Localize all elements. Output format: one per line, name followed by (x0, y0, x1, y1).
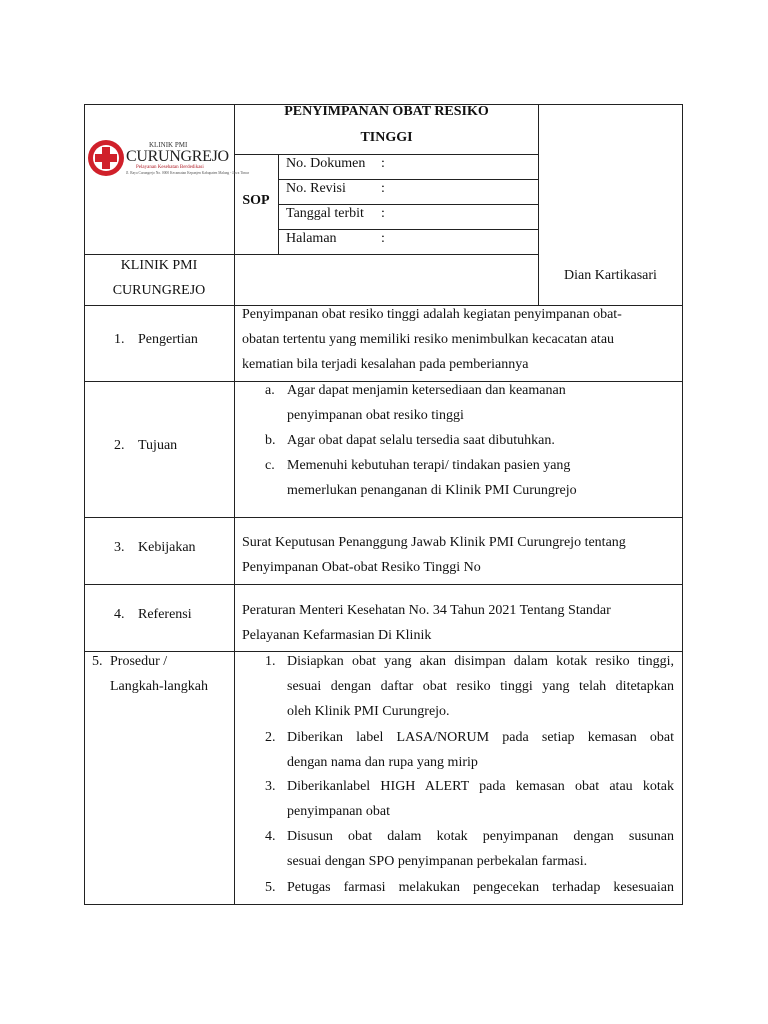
step-line: oleh Klinik PMI Curungrejo. (287, 704, 450, 719)
field-colon: : (381, 156, 385, 171)
column-divider (234, 104, 235, 905)
section-number: 3. (114, 540, 125, 555)
field-line-2 (278, 204, 539, 205)
step-marker: 2. (265, 730, 276, 745)
document-title-line2: TINGGI (360, 130, 413, 145)
section-text-line: Penyimpanan obat resiko tinggi adalah kegiatan penyimpanan obat- (242, 307, 622, 322)
section-text-line: obatan tertentu yang memiliki resiko menimbulkan kecacatan atau (242, 332, 615, 347)
step-marker: 1. (265, 654, 276, 669)
sop-label: SOP (242, 193, 270, 208)
logo-tagline: Pelayanan Kesehatan Berdedikasi (136, 165, 204, 170)
list-item-line: Agar obat dapat selalu tersedia saat dibutuhkan. (287, 433, 555, 448)
border-bottom (84, 904, 683, 905)
step-line: sesuai dengan SPO penyimpanan perbekalan farmasi. (287, 854, 588, 869)
field-line-1 (278, 179, 539, 180)
step-line: dengan nama dan rupa yang mirip (287, 755, 478, 770)
step-line: sesuai dengan daftar obat resiko tinggi yang telah ditetapkan (287, 679, 674, 694)
section-number: 4. (114, 607, 125, 622)
section-number: 5. (92, 654, 103, 669)
step-marker: 4. (265, 829, 276, 844)
clinic-name-line1: KLINIK PMI (120, 258, 198, 273)
list-item-line: penyimpanan obat resiko tinggi (287, 408, 464, 423)
row-line-3 (84, 584, 683, 585)
row-line-4 (84, 651, 683, 652)
border-left (84, 104, 85, 905)
field-label-no-dokumen: No. Dokumen (286, 156, 366, 171)
section-number: 2. (114, 438, 125, 453)
logo-address: Jl. Raya Curungrejo No. 0000 Kecamatan Kepanjen Kabupaten Malang - Jawa Timur (126, 171, 250, 175)
clinic-logo (86, 138, 250, 180)
section-label: Referensi (138, 607, 192, 622)
field-colon: : (381, 206, 385, 221)
step-line: Disusun obat dalam kotak penyimpanan dengan susunan (287, 829, 674, 844)
field-colon: : (381, 231, 385, 246)
step-line: Diberikan label LASA/NORUM pada setiap kemasan obat (287, 730, 674, 745)
list-item-line: Agar dapat menjamin ketersediaan dan keamanan (287, 383, 566, 398)
pmi-cross-icon (86, 138, 126, 178)
list-marker: b. (265, 433, 276, 448)
field-colon: : (381, 181, 385, 196)
signatory-name: Dian Kartikasari (564, 268, 657, 283)
section-text-line: Pelayanan Kefarmasian Di Klinik (242, 628, 432, 643)
field-label-halaman: Halaman (286, 231, 337, 246)
section-label: Prosedur / (110, 654, 168, 669)
section-number: 1. (114, 332, 125, 347)
step-marker: 5. (265, 880, 276, 895)
border-right (682, 104, 683, 905)
field-label-no-revisi: No. Revisi (286, 181, 346, 196)
section-label: Pengertian (138, 332, 198, 347)
section-text-line: kematian bila terjadi kesalahan pada pemberiannya (242, 357, 529, 372)
list-item-line: Memenuhi kebutuhan terapi/ tindakan pasien yang (287, 458, 571, 473)
field-label-tanggal-terbit: Tanggal terbit (286, 206, 364, 221)
step-line: Diberikanlabel HIGH ALERT pada kemasan obat atau kotak (287, 779, 674, 794)
logo-row-bottom (84, 254, 539, 255)
list-item-line: memerlukan penanganan di Klinik PMI Curungrejo (287, 483, 577, 498)
logo-main-text: CURUNGREJO (126, 148, 229, 165)
section-label: Kebijakan (138, 540, 196, 555)
clinic-name-line2: CURUNGREJO (112, 283, 206, 298)
document-title-line1: PENYIMPANAN OBAT RESIKO (284, 104, 489, 119)
list-marker: a. (265, 383, 275, 398)
list-marker: c. (265, 458, 275, 473)
row-line-2 (84, 517, 683, 518)
header-bottom-line (84, 305, 683, 306)
section-label: Langkah-langkah (110, 679, 208, 694)
field-line-3 (278, 229, 539, 230)
step-line: Disiapkan obat yang akan disimpan dalam kotak resiko tinggi, (287, 654, 674, 669)
row-line-1 (84, 381, 683, 382)
step-marker: 3. (265, 779, 276, 794)
title-bottom-line (234, 154, 539, 155)
section-text-line: Penyimpanan Obat-obat Resiko Tinggi No (242, 560, 481, 575)
step-line: Petugas farmasi melakukan pengecekan terhadap kesesuaian (287, 880, 674, 895)
section-label: Tujuan (138, 438, 178, 453)
section-text-line: Surat Keputusan Penanggung Jawab Klinik PMI Curungrejo tentang (242, 535, 626, 550)
logo-top-text: KLINIK PMI (149, 141, 188, 149)
step-line: penyimpanan obat (287, 804, 391, 819)
section-text-line: Peraturan Menteri Kesehatan No. 34 Tahun 2021 Tentang Standar (242, 603, 611, 618)
